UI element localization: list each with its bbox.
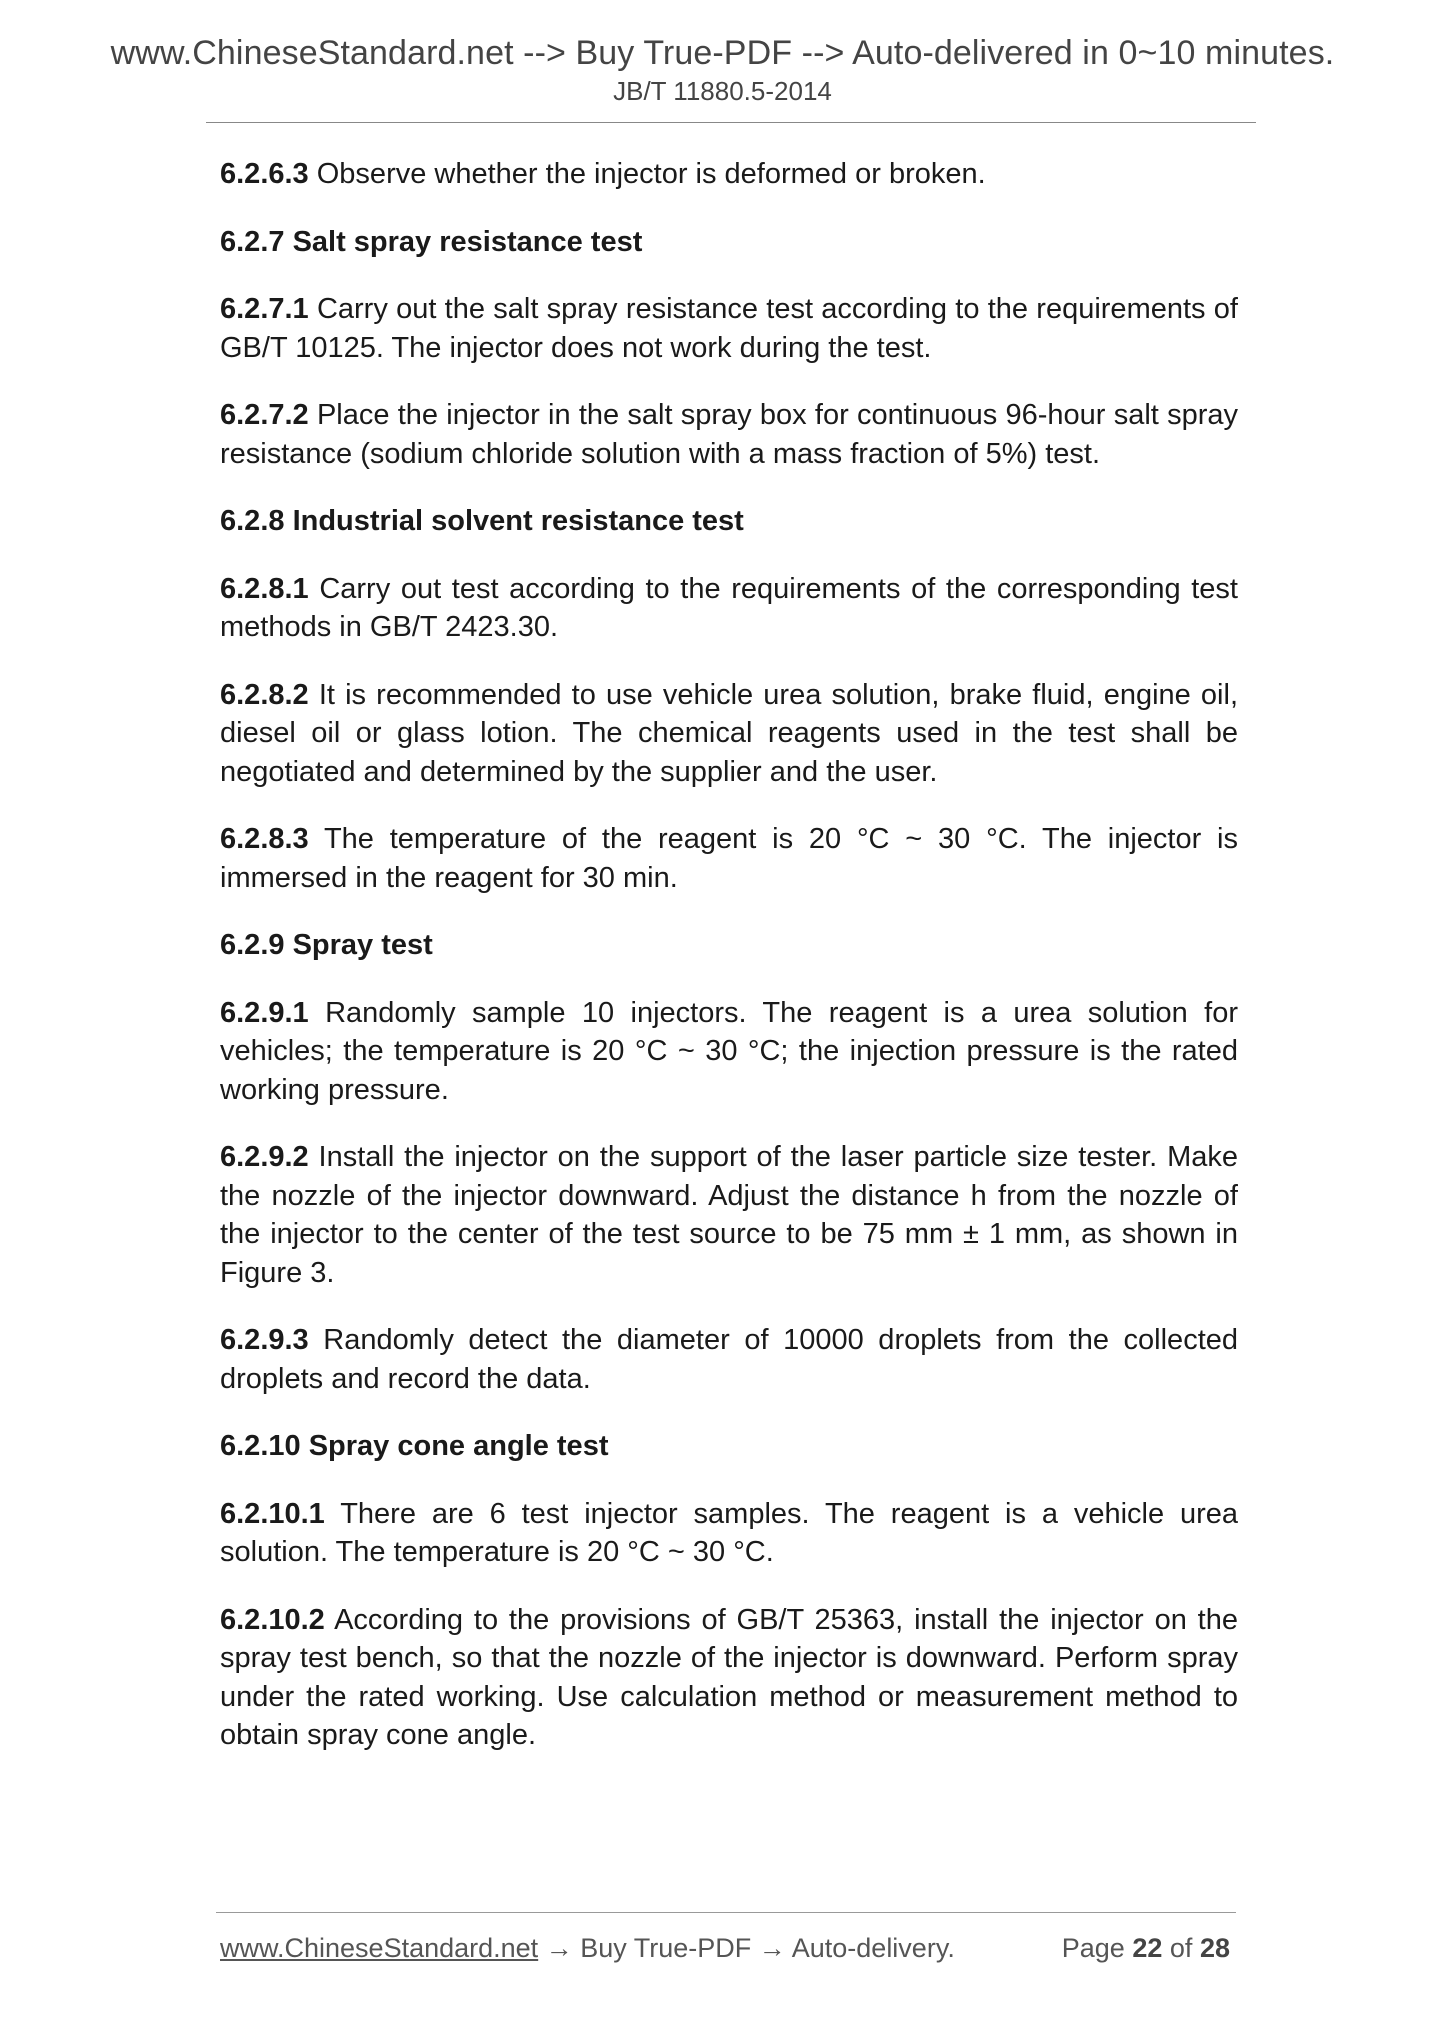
clause-6-2-7-1 [220, 290, 1238, 367]
clause-text: Install the injector on the support of the laser particle size tester. Make the nozzle of the injector downward. Adjust the distance h from the nozzle of the injector to the center of the test source to be 75 mm ± 1 mm, as shown in Figure 3. [220, 1141, 1238, 1289]
heading-number: 6.2.8 [220, 505, 285, 537]
clause-6-2-8-1 [220, 570, 1238, 647]
clause-text: According to the provisions of GB/T 25363, install the injector on the spray test bench, so that the nozzle of the injector is downward. Perform spray under the rated working. Use calculation method or measurement method to obtain spray cone angle. [220, 1603, 1238, 1751]
footer-promo-text: → Buy True-PDF → Auto-delivery. [538, 1933, 955, 1963]
clause-number: 6.2.6.3 [220, 158, 309, 190]
page-indicator [1062, 1933, 1230, 1964]
heading-6-2-10 [220, 1427, 1238, 1466]
clause-number: 6.2.7.1 [220, 293, 309, 325]
clause-text: Randomly detect the diameter of 10000 droplets from the collected droplets and record the data. [220, 1324, 1239, 1395]
clause-text: Randomly sample 10 injectors. The reagent is a urea solution for vehicles; the temperature is 20 °C ~ 30 °C; the injection pressure is the rated working pressure. [220, 996, 1238, 1106]
heading-number: 6.2.7 [220, 225, 285, 258]
clause-number: 6.2.9.2 [220, 1141, 309, 1173]
footer-promo [220, 1933, 955, 1964]
heading-text: Salt spray resistance test [292, 225, 643, 258]
clause-text: There are 6 test injector samples. The reagent is a vehicle urea solution. The temperature is 20 °C ~ 30 °C. [220, 1497, 1238, 1568]
clause-text: Carry out the salt spray resistance test according to the requirements of GB/T 10125. The injector does not work during the test. [220, 293, 1238, 364]
heading-6-2-9 [220, 926, 1238, 965]
clause-6-2-8-3 [220, 820, 1238, 897]
heading-6-2-8 [220, 502, 1238, 541]
clause-number: 6.2.8.2 [220, 678, 309, 711]
clause-number: 6.2.10.2 [220, 1603, 325, 1636]
clause-number: 6.2.9.3 [220, 1324, 309, 1356]
page-of: of [1169, 1933, 1193, 1963]
clause-number: 6.2.10.1 [220, 1497, 325, 1530]
clause-6-2-6-3 [220, 155, 1238, 194]
footer-site-link[interactable]: www.ChineseStandard.net [220, 1933, 539, 1963]
heading-text: Industrial solvent resistance test [292, 505, 744, 537]
clause-text: Carry out test according to the requirements of the corresponding test methods in GB/T 2423.30. [220, 572, 1238, 643]
heading-text: Spray test [292, 929, 433, 961]
clause-6-2-9-3 [220, 1321, 1238, 1398]
clause-text: Place the injector in the salt spray box for continuous 96-hour salt spray resistance (sodium chloride solution with a mass fraction of 5%) test. [220, 399, 1238, 470]
document-body [220, 155, 1238, 1784]
heading-text: Spray cone angle test [308, 1430, 609, 1462]
clause-number: 6.2.8.1 [220, 572, 309, 605]
page-current: 22 [1132, 1933, 1163, 1963]
clause-text: It is recommended to use vehicle urea solution, brake fluid, engine oil, diesel oil or glass lotion. The chemical reagents used in the test shall be negotiated and determined by the supplier and the user. [220, 678, 1238, 788]
clause-number: 6.2.7.2 [220, 399, 309, 431]
page-total: 28 [1199, 1933, 1230, 1963]
heading-number: 6.2.9 [220, 929, 285, 961]
footer-divider [216, 1912, 1236, 1913]
clause-number: 6.2.9.1 [220, 996, 309, 1029]
top-banner: www.ChineseStandard.net --> Buy True-PDF --> Auto-delivered in 0~10 minutes. [110, 34, 1335, 72]
clause-text: Observe whether the injector is deformed or broken. [316, 158, 986, 190]
clause-6-2-7-2 [220, 396, 1238, 473]
clause-text: The temperature of the reagent is 20 °C ~ 30 °C. The injector is immersed in the reagent for 30 min. [220, 823, 1238, 894]
page-label: Page [1061, 1933, 1125, 1963]
clause-6-2-9-1 [220, 994, 1238, 1110]
heading-6-2-7 [220, 223, 1238, 262]
heading-number: 6.2.10 [220, 1430, 301, 1462]
clause-number: 6.2.8.3 [220, 823, 309, 855]
clause-6-2-8-2 [220, 676, 1238, 792]
clause-6-2-10-2 [220, 1601, 1238, 1755]
clause-6-2-9-2 [220, 1138, 1238, 1292]
clause-6-2-10-1 [220, 1495, 1238, 1572]
standard-code: JB/T 11880.5-2014 [613, 76, 832, 106]
header-divider [206, 122, 1256, 123]
